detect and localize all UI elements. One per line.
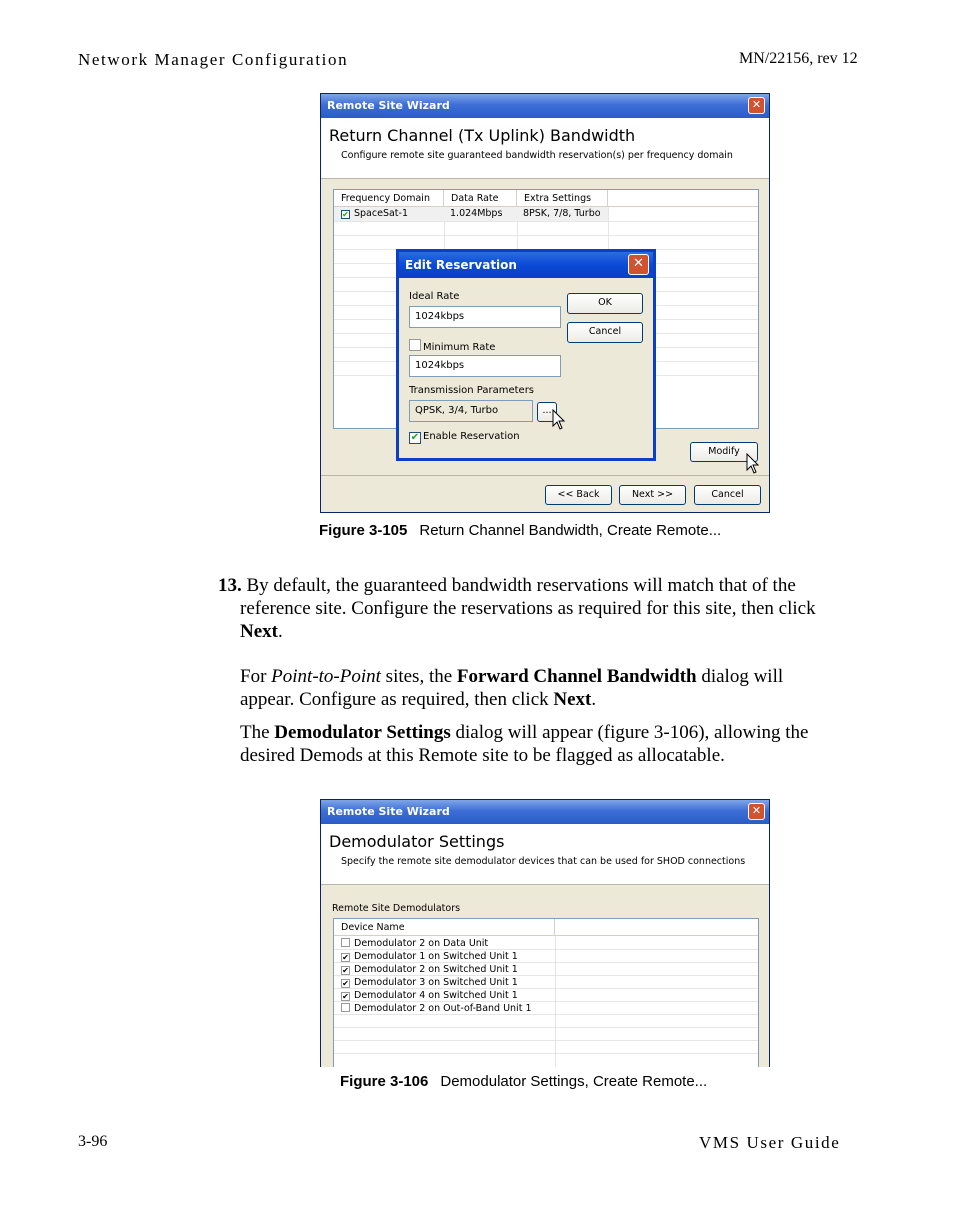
demodulator-intro-paragraph: The Demodulator Settings dialog will appear (figure 3-106), allowing the: [240, 722, 809, 743]
column-header-blank: [608, 190, 758, 207]
footer-divider: [321, 475, 769, 476]
device-checkbox[interactable]: [341, 1003, 350, 1012]
remote-site-demodulators-label: Remote Site Demodulators: [332, 903, 461, 914]
cancel-button[interactable]: Cancel: [694, 485, 761, 505]
ideal-rate-label: Ideal Rate: [409, 291, 460, 302]
close-icon[interactable]: ✕: [748, 97, 765, 114]
device-checkbox[interactable]: [341, 938, 350, 947]
column-header-blank: [555, 919, 758, 936]
ok-button[interactable]: OK: [567, 293, 643, 314]
figure-caption-3-105: [319, 522, 721, 539]
running-footer-title: VMS User Guide: [699, 1133, 841, 1152]
running-header-title: Network Manager Configuration: [78, 50, 349, 69]
list-item[interactable]: ✔ Demodulator 4 on Switched Unit 1: [342, 990, 518, 1001]
caption-number: Figure 3-105: [319, 522, 408, 539]
back-button[interactable]: << Back: [545, 485, 612, 505]
dialog-cancel-button[interactable]: Cancel: [567, 322, 643, 343]
list-item[interactable]: ✔ Demodulator 3 on Switched Unit 1: [342, 977, 518, 988]
extra-settings-cell: 8PSK, 7/8, Turbo: [523, 208, 601, 219]
frequency-domain-cell: SpaceSat-1: [354, 208, 408, 219]
step-13-line-3: Next.: [240, 621, 283, 642]
edit-reservation-dialog: [396, 249, 656, 461]
dialog-titlebar: [399, 252, 653, 278]
minimum-rate-input[interactable]: 1024kbps: [409, 355, 561, 377]
column-header-frequency-domain[interactable]: Frequency Domain: [334, 190, 444, 207]
list-item[interactable]: Demodulator 2 on Out-of-Band Unit 1: [341, 1002, 532, 1015]
ideal-rate-input[interactable]: 1024kbps: [409, 306, 561, 328]
device-checkbox[interactable]: ✔: [342, 953, 349, 962]
dialog-title: Edit Reservation: [405, 258, 517, 272]
wizard-subtitle: Configure remote site guaranteed bandwidth reservation(s) per frequency domain: [341, 150, 733, 161]
transmission-parameters-label: Transmission Parameters: [409, 385, 535, 396]
wizard-title: Return Channel (Tx Uplink) Bandwidth: [329, 126, 636, 145]
enable-reservation-row[interactable]: ✔ Enable Reservation: [410, 431, 520, 443]
caption-text: Return Channel Bandwidth, Create Remote...: [419, 522, 722, 539]
figure-caption-3-106: [340, 1073, 707, 1090]
device-checkbox[interactable]: ✔: [342, 992, 349, 1001]
transmission-parameters-field: QPSK, 3/4, Turbo: [409, 400, 533, 422]
running-header-doc-id: MN/22156, rev 12: [739, 50, 858, 67]
minimum-rate-label: Minimum Rate: [409, 339, 495, 353]
list-item[interactable]: ✔ Demodulator 1 on Switched Unit 1: [342, 951, 518, 962]
mouse-pointer-icon: [746, 453, 760, 475]
wizard-subtitle: Specify the remote site demodulator devices that can be used for SHOD connections: [341, 856, 746, 867]
browse-button[interactable]: ...: [537, 402, 557, 422]
caption-number: Figure 3-106: [340, 1073, 429, 1090]
device-checkbox[interactable]: ✔: [342, 966, 349, 975]
close-icon[interactable]: ✕: [628, 254, 649, 275]
minimum-rate-checkbox[interactable]: [409, 339, 421, 351]
device-checkbox[interactable]: ✔: [342, 979, 349, 988]
caption-text: Demodulator Settings, Create Remote...: [440, 1073, 708, 1090]
mouse-pointer-icon: [552, 409, 566, 431]
window-title: Remote Site Wizard: [327, 99, 450, 112]
wizard-header: [321, 118, 769, 179]
point-to-point-line-2: appear. Configure as required, then click Next.: [240, 689, 597, 710]
point-to-point-paragraph: For Point-to-Point sites, the Forward Channel Bandwidth dialog will: [240, 666, 784, 687]
column-header-data-rate[interactable]: Data Rate: [444, 190, 517, 207]
column-header-device-name[interactable]: Device Name: [334, 919, 555, 936]
next-button[interactable]: Next >>: [619, 485, 686, 505]
window-title: Remote Site Wizard: [327, 805, 450, 818]
table-row[interactable]: [334, 207, 608, 221]
step-13-line-2: reference site. Configure the reservations as required for this site, then click: [240, 598, 816, 619]
data-rate-cell: 1.024Mbps: [450, 208, 503, 219]
checkbox-checked-icon[interactable]: ✔: [342, 210, 349, 219]
modify-button[interactable]: Modify: [690, 442, 758, 462]
wizard-title: Demodulator Settings: [329, 832, 505, 851]
window-titlebar: [321, 800, 769, 824]
window-titlebar: [321, 94, 769, 118]
close-icon[interactable]: ✕: [748, 803, 765, 820]
step-13-paragraph: 13. By default, the guaranteed bandwidth reservations will match that of the: [218, 575, 796, 596]
step-number: 13.: [218, 575, 242, 596]
page-number: 3-96: [78, 1133, 108, 1150]
checkbox-checked-icon[interactable]: ✔: [410, 432, 420, 443]
wizard-header: [321, 824, 769, 885]
demodulator-list: [333, 918, 759, 1067]
list-item[interactable]: ✔ Demodulator 2 on Switched Unit 1: [342, 964, 518, 975]
list-item[interactable]: Demodulator 2 on Data Unit: [341, 937, 488, 950]
remote-site-wizard-window-2: [320, 799, 770, 1067]
demodulator-intro-line-2: desired Demods at this Remote site to be flagged as allocatable.: [240, 745, 725, 766]
column-header-extra-settings[interactable]: Extra Settings: [517, 190, 608, 207]
